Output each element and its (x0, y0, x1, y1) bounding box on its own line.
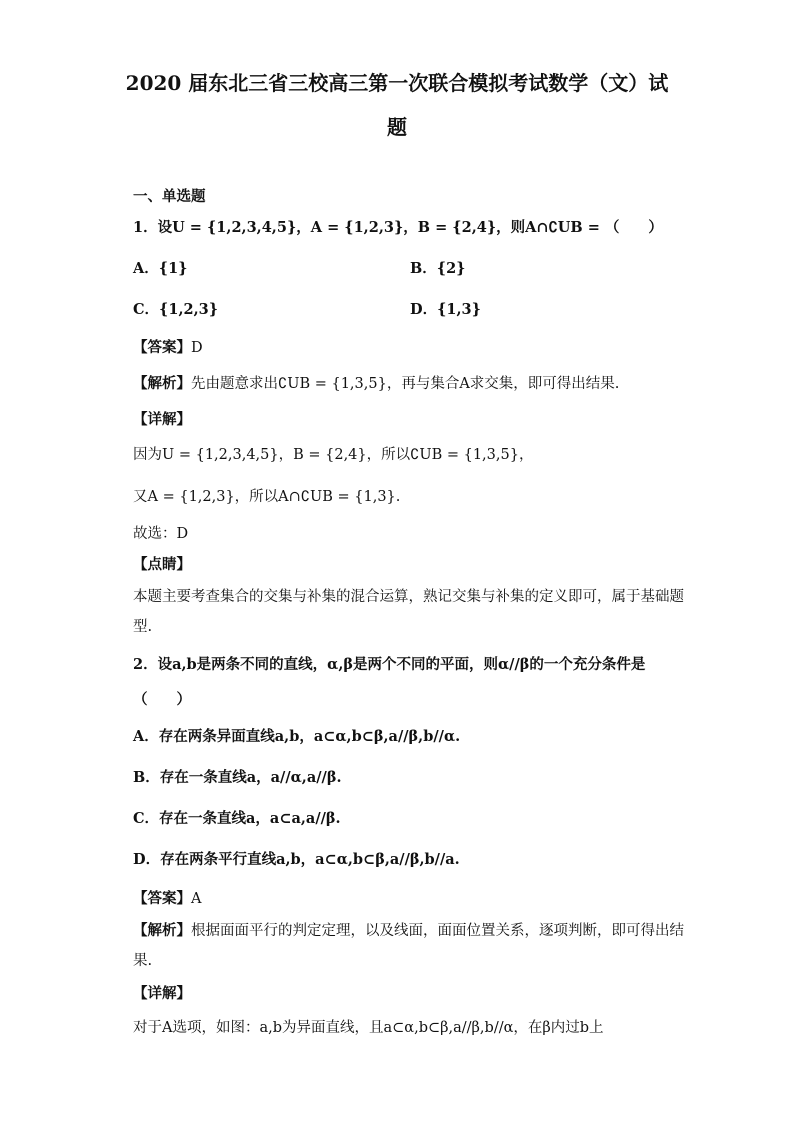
question-2-detail-line-1: 对于A选项，如图：a,b为异面直线，且a⊂α,b⊂β,a//β,b//α，在β内过b上 (133, 1020, 604, 1036)
question-1-comment-line-1: 本题主要考查集合的交集与补集的混合运算，熟记交集与补集的定义即可，属于基础题 (133, 589, 684, 605)
question-2-answer (133, 889, 201, 909)
question-1-choice: 故选：D (133, 526, 189, 542)
question-1-stem: 1．设U = {1,2,3,4,5}，A = {1,2,3}，B = {2,4}，则A∩∁UB = （ ） (133, 219, 663, 236)
analysis-tag: 【解析】 (133, 375, 191, 392)
question-2-option-a: A．存在两条异面直线a,b，a⊂α,b⊂β,a//β,b//α. (133, 728, 461, 745)
question-2-stem-line-2: （ ） (133, 691, 191, 708)
question-1-option-c: C．{1,2,3} (133, 301, 219, 318)
question-1-comment-tag: 【点睛】 (133, 556, 191, 573)
question-2-analysis-line-2: 果. (133, 953, 153, 969)
question-1-option-d: D．{1,3} (410, 301, 481, 318)
question-1-option-a: A．{1} (133, 260, 188, 277)
question-2-option-b: B．存在一条直线a，a//α,a//β. (133, 769, 342, 786)
question-1-detail-line-2: 又A = {1,2,3}，所以A∩∁UB = {1,3}. (133, 489, 401, 505)
answer-value: A (191, 891, 202, 907)
question-1-comment-line-2: 型. (133, 619, 153, 635)
question-1-analysis (133, 374, 619, 394)
analysis-text: 根据面面平行的判定定理，以及线面，面面位置关系，逐项判断，即可得出结 (191, 923, 684, 939)
question-2-analysis-line-1 (133, 921, 684, 941)
question-1-detail-tag: 【详解】 (133, 411, 191, 428)
question-2-option-d: D．存在两条平行直线a,b，a⊂α,b⊂β,a//β,b//a. (133, 851, 460, 868)
analysis-text: 先由题意求出∁UB = {1,3,5}，再与集合A求交集，即可得出结果. (191, 376, 620, 392)
section-heading: 一、单选题 (133, 188, 206, 205)
question-2-option-c: C．存在一条直线a，a⊂a,a//β. (133, 810, 341, 827)
answer-value: D (191, 340, 203, 356)
question-2-detail-tag: 【详解】 (133, 985, 191, 1002)
document-title-line-1: 2020 届东北三省三校高三第一次联合模拟考试数学（文）试 (125, 71, 669, 95)
question-2-stem-line-1: 2．设a,b是两条不同的直线，α,β是两个不同的平面，则α//β的一个充分条件是 (133, 656, 646, 673)
question-1-answer (133, 338, 203, 358)
answer-tag: 【答案】 (133, 890, 191, 907)
question-1-detail-line-1: 因为U = {1,2,3,4,5}，B = {2,4}，所以∁UB = {1,3,5}， (133, 447, 534, 463)
analysis-tag: 【解析】 (133, 922, 191, 939)
answer-tag: 【答案】 (133, 339, 191, 356)
document-title-line-2: 题 (387, 115, 407, 139)
question-1-option-b: B．{2} (410, 260, 466, 277)
